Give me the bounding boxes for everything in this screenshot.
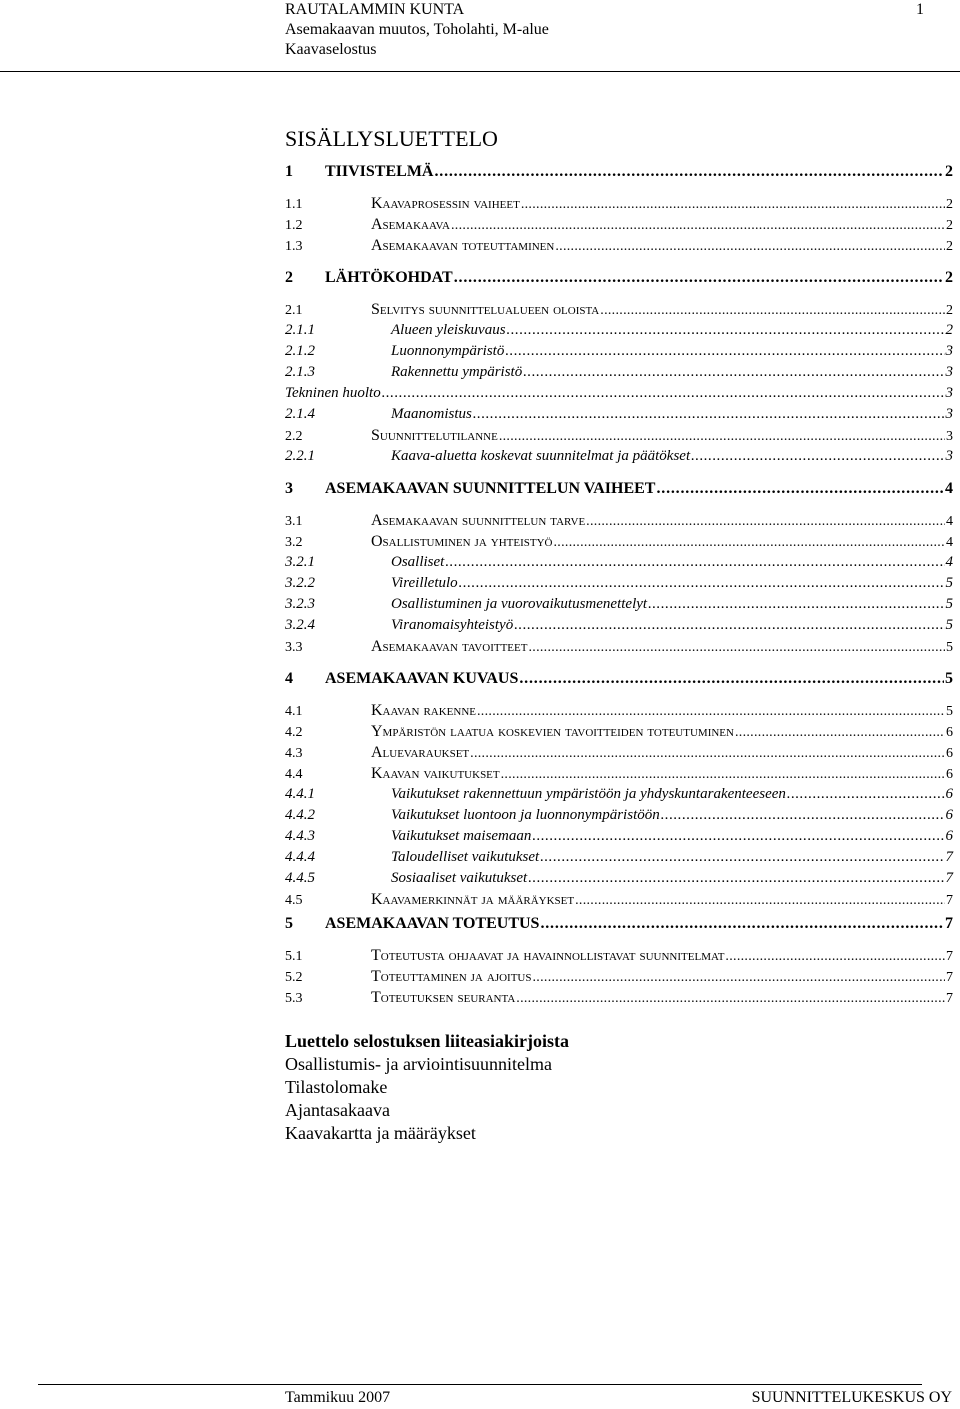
toc-entry-page: 3 <box>945 364 953 380</box>
toc-leader-dots <box>514 617 944 634</box>
toc-entry-title: Kaavaprosessin vaiheet <box>371 195 520 212</box>
toc-entry-number: 3.2 <box>285 535 303 550</box>
toc-entry-title: Maanomistus <box>391 406 472 422</box>
footer-divider <box>38 1384 922 1385</box>
toc-leader-dots <box>787 786 945 803</box>
toc-entry-page: 7 <box>945 915 953 932</box>
toc-entry-page: 3 <box>946 429 953 444</box>
toc-entry-title: Alueen yleiskuvaus <box>391 322 506 338</box>
toc-entry-number: 2 <box>285 269 293 286</box>
toc-leader-dots <box>523 364 944 381</box>
toc-entry-page: 7 <box>946 949 953 964</box>
toc-leader-dots <box>528 640 945 656</box>
toc-entry <box>285 427 953 445</box>
toc-entry <box>285 723 953 741</box>
toc-entry <box>285 533 953 551</box>
toc-entry-number: 4.4.5 <box>285 870 315 886</box>
toc-entry-title: ASEMAKAAVAN TOTEUTUS <box>325 915 540 932</box>
toc-entry-number: 4.1 <box>285 704 303 719</box>
toc-entry-page: 7 <box>945 870 953 886</box>
toc-entry-page: 7 <box>946 893 953 908</box>
footer-date: Tammikuu 2007 <box>285 1389 391 1406</box>
toc-entry-title: Osallistuminen ja vuorovaikutusmenettelyt <box>391 596 648 612</box>
toc-entry-number: 2.1.2 <box>285 343 315 359</box>
toc-entry-page: 7 <box>946 970 953 985</box>
header-divider <box>0 71 960 72</box>
toc-entry <box>285 480 953 498</box>
toc-entry <box>285 828 953 845</box>
toc-entry-number: 3.2.3 <box>285 596 315 612</box>
toc-entry-title: Suunnittelutilanne <box>371 427 498 444</box>
toc-entry-number: 3.1 <box>285 514 303 529</box>
toc-entry <box>285 195 953 213</box>
toc-entry-page: 5 <box>945 575 953 591</box>
toc-entry-page: 4 <box>946 535 953 550</box>
toc-leader-dots <box>499 429 945 445</box>
toc-entry-title: ASEMAKAAVAN SUUNNITTELUN VAIHEET <box>325 480 656 497</box>
toc-entry-title: Luonnonympäristö <box>391 343 505 359</box>
toc-entry-title: Sosiaaliset vaikutukset <box>391 870 528 886</box>
toc-entry-page: 5 <box>945 596 953 612</box>
toc-entry-title: ASEMAKAAVAN KUVAUS <box>325 670 519 687</box>
toc-entry-page: 6 <box>946 746 953 761</box>
toc-entry-number: 1.3 <box>285 239 303 254</box>
toc-entry-number: 3.2.4 <box>285 617 315 633</box>
toc-entry-page: 7 <box>946 991 953 1006</box>
toc-leader-dots <box>600 303 945 319</box>
toc-leader-dots <box>656 480 944 498</box>
toc-leader-dots <box>501 767 945 783</box>
toc-entry-number: 4.5 <box>285 893 303 908</box>
toc-entry-page: 4 <box>946 514 953 529</box>
toc-leader-dots <box>532 828 944 845</box>
toc-entry-page: 2 <box>946 218 953 233</box>
toc-entry-number: 5.2 <box>285 970 303 985</box>
toc-entry-title: Ympäristön laatua koskevien tavoitteiden toteutuminen <box>371 723 734 740</box>
toc-entry-page: 2 <box>945 269 953 286</box>
toc-entry-page: 2 <box>945 163 953 180</box>
toc-entry-number: 4.2 <box>285 725 303 740</box>
toc-entry-number: 4.4 <box>285 767 303 782</box>
toc-entry-number: 5 <box>285 915 293 932</box>
toc-leader-dots <box>575 893 945 909</box>
toc-entry <box>285 989 953 1007</box>
toc-entry-title: Asemakaavan tavoitteet <box>371 638 528 655</box>
toc-entry-number: 2.2 <box>285 429 303 444</box>
appendix-item: Kaavakartta ja määräykset <box>285 1123 476 1143</box>
toc-entry <box>285 807 953 824</box>
toc-leader-dots <box>661 807 945 824</box>
toc-entry-number: 5.1 <box>285 949 303 964</box>
toc-entry <box>285 269 953 287</box>
toc-entry-title: Vaikutukset luontoon ja luonnonympäristöön <box>391 807 660 823</box>
toc-entry-title: Kaavamerkinnät ja määräykset <box>371 891 575 908</box>
toc-leader-dots <box>554 535 946 551</box>
appendix-list <box>285 1030 569 1145</box>
header-doc-type: Kaavaselostus <box>285 41 377 58</box>
toc-leader-dots <box>470 746 945 762</box>
toc-entry-number: 2.1 <box>285 303 303 318</box>
toc-entry-title: Osalliset <box>391 554 445 570</box>
toc-entry-number: 4.4.4 <box>285 849 315 865</box>
toc-entry <box>285 237 953 255</box>
toc-entry-number: 5.3 <box>285 991 303 1006</box>
toc-entry <box>285 870 953 887</box>
toc-entry-page: 3 <box>945 343 953 359</box>
toc-leader-dots <box>382 385 945 402</box>
header-project: Asemakaavan muutos, Toholahti, M-alue <box>285 21 549 38</box>
toc-entry-page: 6 <box>945 786 953 802</box>
toc-entry-page: 2 <box>946 303 953 318</box>
toc-title: SISÄLLYSLUETTELO <box>285 126 498 151</box>
toc-entry <box>285 786 953 803</box>
toc-leader-dots <box>648 596 944 613</box>
toc-entry-title: Tekninen huolto <box>285 385 381 401</box>
toc-entry-number: 4.4.3 <box>285 828 315 844</box>
toc-entry-title: Viranomaisyhteistyö <box>391 617 514 633</box>
toc-entry <box>285 554 953 571</box>
toc-leader-dots <box>586 514 945 530</box>
toc-entry-title: Vireilletulo <box>391 575 458 591</box>
toc-entry-title: Osallistuminen ja yhteistyö <box>371 533 553 550</box>
header-organization: RAUTALAMMIN KUNTA <box>285 1 465 18</box>
toc-entry <box>285 322 953 339</box>
toc-leader-dots <box>533 970 946 986</box>
toc-leader-dots <box>473 406 945 423</box>
toc-entry-number: 4.3 <box>285 746 303 761</box>
toc-entry-page: 3 <box>945 385 953 401</box>
toc-entry-number: 3 <box>285 480 293 497</box>
toc-leader-dots <box>540 849 944 866</box>
toc-entry <box>285 638 953 656</box>
toc-leader-dots <box>516 991 945 1007</box>
toc-entry-title: Toteutuksen seuranta <box>371 989 516 1006</box>
toc-entry-page: 5 <box>945 617 953 633</box>
toc-entry-page: 2 <box>946 239 953 254</box>
toc-leader-dots <box>434 163 944 181</box>
toc-entry <box>285 301 953 319</box>
toc-entry-title: TIIVISTELMÄ <box>325 163 434 180</box>
toc-entry <box>285 744 953 762</box>
toc-entry-number: 3.2.1 <box>285 554 315 570</box>
toc-entry-title: Selvitys suunnittelualueen oloista <box>371 301 600 318</box>
toc-entry <box>285 702 953 720</box>
toc-leader-dots <box>505 343 944 360</box>
document-header <box>285 0 925 60</box>
appendix-item: Ajantasakaava <box>285 1100 390 1120</box>
toc-entry-number: 3.2.2 <box>285 575 315 591</box>
toc-entry <box>285 947 953 965</box>
toc-leader-dots <box>691 448 944 465</box>
toc-entry <box>285 765 953 783</box>
toc-entry-number: 2.1.4 <box>285 406 315 422</box>
toc-entry-title: Vaikutukset rakennettuun ympäristöön ja yhdyskuntarakenteeseen <box>391 786 786 802</box>
appendix-item: Osallistumis- ja arviointisuunnitelma <box>285 1054 552 1074</box>
toc-leader-dots <box>528 870 944 887</box>
toc-entry <box>285 364 953 381</box>
toc-entry-title: Kaava-aluetta koskevat suunnitelmat ja päätökset <box>391 448 691 464</box>
toc-entry <box>285 849 953 866</box>
toc-entry <box>285 915 953 933</box>
toc-entry-number: 2.2.1 <box>285 448 315 464</box>
toc-leader-dots <box>521 197 945 213</box>
footer-company: SUUNNITTELUKESKUS OY <box>751 1389 952 1406</box>
toc-entry-title: Rakennettu ympäristö <box>391 364 523 380</box>
toc-entry-number: 4 <box>285 670 293 687</box>
toc-entry <box>285 343 953 360</box>
toc-leader-dots <box>540 915 944 933</box>
toc-entry-number: 1.1 <box>285 197 303 212</box>
toc-leader-dots <box>555 239 945 255</box>
toc-leader-dots <box>507 322 945 339</box>
toc-entry-page: 5 <box>946 640 953 655</box>
toc-leader-dots <box>519 670 944 688</box>
toc-entry-title: Taloudelliset vaikutukset <box>391 849 540 865</box>
toc-entry <box>285 575 953 592</box>
toc-entry-number: 1 <box>285 163 293 180</box>
toc-entry-page: 6 <box>945 828 953 844</box>
toc-entry-title: Toteutusta ohjaavat ja havainnollistavat suunnitelmat <box>371 947 725 964</box>
toc-leader-dots <box>445 554 944 571</box>
toc-entry-title: Kaavan vaikutukset <box>371 765 500 782</box>
toc-entry <box>285 596 953 613</box>
toc-entry-title: LÄHTÖKOHDAT <box>325 269 453 286</box>
toc-entry-page: 2 <box>946 197 953 212</box>
toc-entry-title: Toteuttaminen ja ajoitus <box>371 968 532 985</box>
toc-leader-dots <box>459 575 945 592</box>
toc-entry-number: 2.1.3 <box>285 364 315 380</box>
toc-entry <box>285 163 953 181</box>
toc-entry-number: 3.3 <box>285 640 303 655</box>
toc-entry <box>285 385 953 402</box>
toc-entry <box>285 512 953 530</box>
toc-leader-dots <box>451 218 945 234</box>
toc-entry-page: 3 <box>945 448 953 464</box>
toc-entry-page: 6 <box>946 767 953 782</box>
toc-entry-title: Aluevaraukset <box>371 744 470 761</box>
toc-entry-number: 1.2 <box>285 218 303 233</box>
toc-entry-title: Asemakaavan suunnittelun tarve <box>371 512 586 529</box>
toc-entry-page: 4 <box>945 480 953 497</box>
appendix-item: Tilastolomake <box>285 1077 388 1097</box>
toc-entry <box>285 216 953 234</box>
toc-entry-page: 4 <box>945 554 953 570</box>
toc-entry-page: 6 <box>945 807 953 823</box>
toc-leader-dots <box>454 269 944 287</box>
toc-entry <box>285 617 953 634</box>
toc-entry <box>285 448 953 465</box>
toc-leader-dots <box>735 725 945 741</box>
toc-entry-page: 2 <box>945 322 953 338</box>
toc-entry-page: 5 <box>946 704 953 719</box>
appendix-heading: Luettelo selostuksen liiteasiakirjoista <box>285 1031 569 1051</box>
toc-entry <box>285 968 953 986</box>
page-number: 1 <box>916 1 924 18</box>
toc-entry <box>285 406 953 423</box>
toc-entry-page: 6 <box>946 725 953 740</box>
toc-leader-dots <box>477 704 945 720</box>
toc-entry-number: 2.1.1 <box>285 322 315 338</box>
toc-entry-title: Asemakaavan toteuttaminen <box>371 237 555 254</box>
toc-entry <box>285 891 953 909</box>
toc-entry-page: 5 <box>945 670 953 687</box>
toc-entry-page: 3 <box>945 406 953 422</box>
toc-entry-number: 4.4.1 <box>285 786 315 802</box>
toc-entry-number: 4.4.2 <box>285 807 315 823</box>
toc-entry-title: Vaikutukset maisemaan <box>391 828 532 844</box>
toc-leader-dots <box>725 949 945 965</box>
toc-entry <box>285 670 953 688</box>
toc-entry-title: Kaavan rakenne <box>371 702 476 719</box>
toc-entry-page: 7 <box>945 849 953 865</box>
toc-entry-title: Asemakaava <box>371 216 450 233</box>
